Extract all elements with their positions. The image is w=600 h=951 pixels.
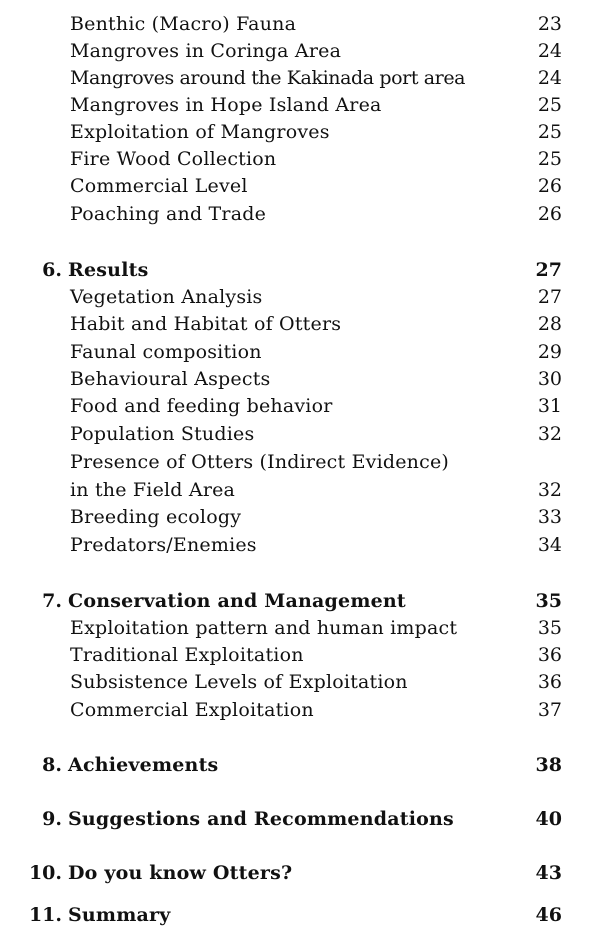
page-number: 46 — [535, 904, 562, 926]
page-number: 36 — [537, 644, 562, 666]
toc-entry — [0, 392, 600, 420]
section-title: Achievements — [68, 754, 219, 776]
page-number: 26 — [537, 203, 562, 225]
section-number: 7. — [42, 590, 62, 612]
toc-entry — [0, 64, 600, 92]
page-number: 37 — [537, 699, 562, 721]
toc-entry — [0, 338, 600, 366]
page-number: 32 — [537, 479, 562, 501]
toc-entry — [0, 310, 600, 338]
entry-title: Vegetation Analysis — [70, 286, 263, 308]
page-number: 27 — [537, 286, 562, 308]
page-number: 35 — [537, 617, 562, 639]
section-number: 11. — [28, 904, 62, 926]
section-number: 8. — [42, 754, 62, 776]
toc-entry — [0, 696, 600, 724]
page-number: 25 — [537, 94, 562, 116]
toc-entry — [0, 145, 600, 173]
toc-entry — [0, 10, 600, 38]
entry-title: Fire Wood Collection — [70, 148, 277, 170]
page-number: 34 — [537, 534, 562, 556]
section-title: Do you know Otters? — [68, 862, 293, 884]
toc-entry — [0, 476, 600, 504]
toc-section-heading — [0, 901, 600, 929]
entry-title: Habit and Habitat of Otters — [70, 313, 342, 335]
toc-entry — [0, 91, 600, 119]
toc-entry — [0, 641, 600, 669]
section-title: Summary — [68, 904, 171, 926]
toc-entry — [0, 531, 600, 559]
toc-entry — [0, 200, 600, 228]
page-number: 26 — [537, 175, 562, 197]
section-number: 6. — [42, 259, 62, 281]
toc-entry — [0, 420, 600, 448]
toc-section-heading — [0, 859, 600, 887]
entry-title: Commercial Exploitation — [70, 699, 314, 721]
entry-title: Population Studies — [70, 423, 255, 445]
entry-title: Commercial Level — [70, 175, 248, 197]
page-number: 24 — [537, 67, 562, 89]
toc-entry — [0, 448, 600, 476]
page-number: 24 — [537, 40, 562, 62]
entry-title: Faunal composition — [70, 341, 262, 363]
section-number: 10. — [28, 862, 62, 884]
toc-entry — [0, 283, 600, 311]
page-number: 35 — [535, 590, 562, 612]
toc-entry — [0, 614, 600, 642]
page-number: 27 — [535, 259, 562, 281]
entry-title: Exploitation pattern and human impact — [70, 617, 458, 639]
page-number: 38 — [535, 754, 562, 776]
entry-title: Predators/Enemies — [70, 534, 257, 556]
entry-title: Traditional Exploitation — [70, 644, 304, 666]
toc-section-heading — [0, 256, 600, 284]
page-number: 25 — [537, 148, 562, 170]
page-number: 32 — [537, 423, 562, 445]
entry-title: Benthic (Macro) Fauna — [70, 13, 297, 35]
toc-entry — [0, 172, 600, 200]
toc-entry — [0, 503, 600, 531]
page-number: 31 — [537, 395, 562, 417]
entry-title: Subsistence Levels of Exploitation — [70, 671, 408, 693]
page-number: 33 — [537, 506, 562, 528]
page-number: 43 — [535, 862, 562, 884]
entry-title: Breeding ecology — [70, 506, 242, 528]
section-title: Suggestions and Recommendations — [68, 808, 454, 830]
page-number: 25 — [537, 121, 562, 143]
page-number: 36 — [537, 671, 562, 693]
page-number: 30 — [537, 368, 562, 390]
entry-title: Presence of Otters (Indirect Evidence) — [70, 451, 449, 473]
toc-entry — [0, 668, 600, 696]
entry-title: Poaching and Trade — [70, 203, 267, 225]
toc-section-heading — [0, 805, 600, 833]
section-title: Results — [68, 259, 149, 281]
toc-section-heading — [0, 751, 600, 779]
page-number: 28 — [537, 313, 562, 335]
entry-title: Food and feeding behavior — [70, 395, 333, 417]
page-number: 29 — [537, 341, 562, 363]
entry-title: Mangroves in Coringa Area — [70, 40, 342, 62]
entry-title: Mangroves around the Kakinada port area — [70, 67, 466, 89]
toc-entry — [0, 365, 600, 393]
toc-entry — [0, 118, 600, 146]
page-number: 23 — [537, 13, 562, 35]
toc-entry — [0, 37, 600, 65]
entry-title: Exploitation of Mangroves — [70, 121, 330, 143]
entry-title: Behavioural Aspects — [70, 368, 271, 390]
toc-section-heading — [0, 587, 600, 615]
entry-title: in the Field Area — [70, 479, 236, 501]
section-title: Conservation and Management — [68, 590, 406, 612]
section-number: 9. — [42, 808, 62, 830]
page-number: 40 — [535, 808, 562, 830]
entry-title: Mangroves in Hope Island Area — [70, 94, 382, 116]
